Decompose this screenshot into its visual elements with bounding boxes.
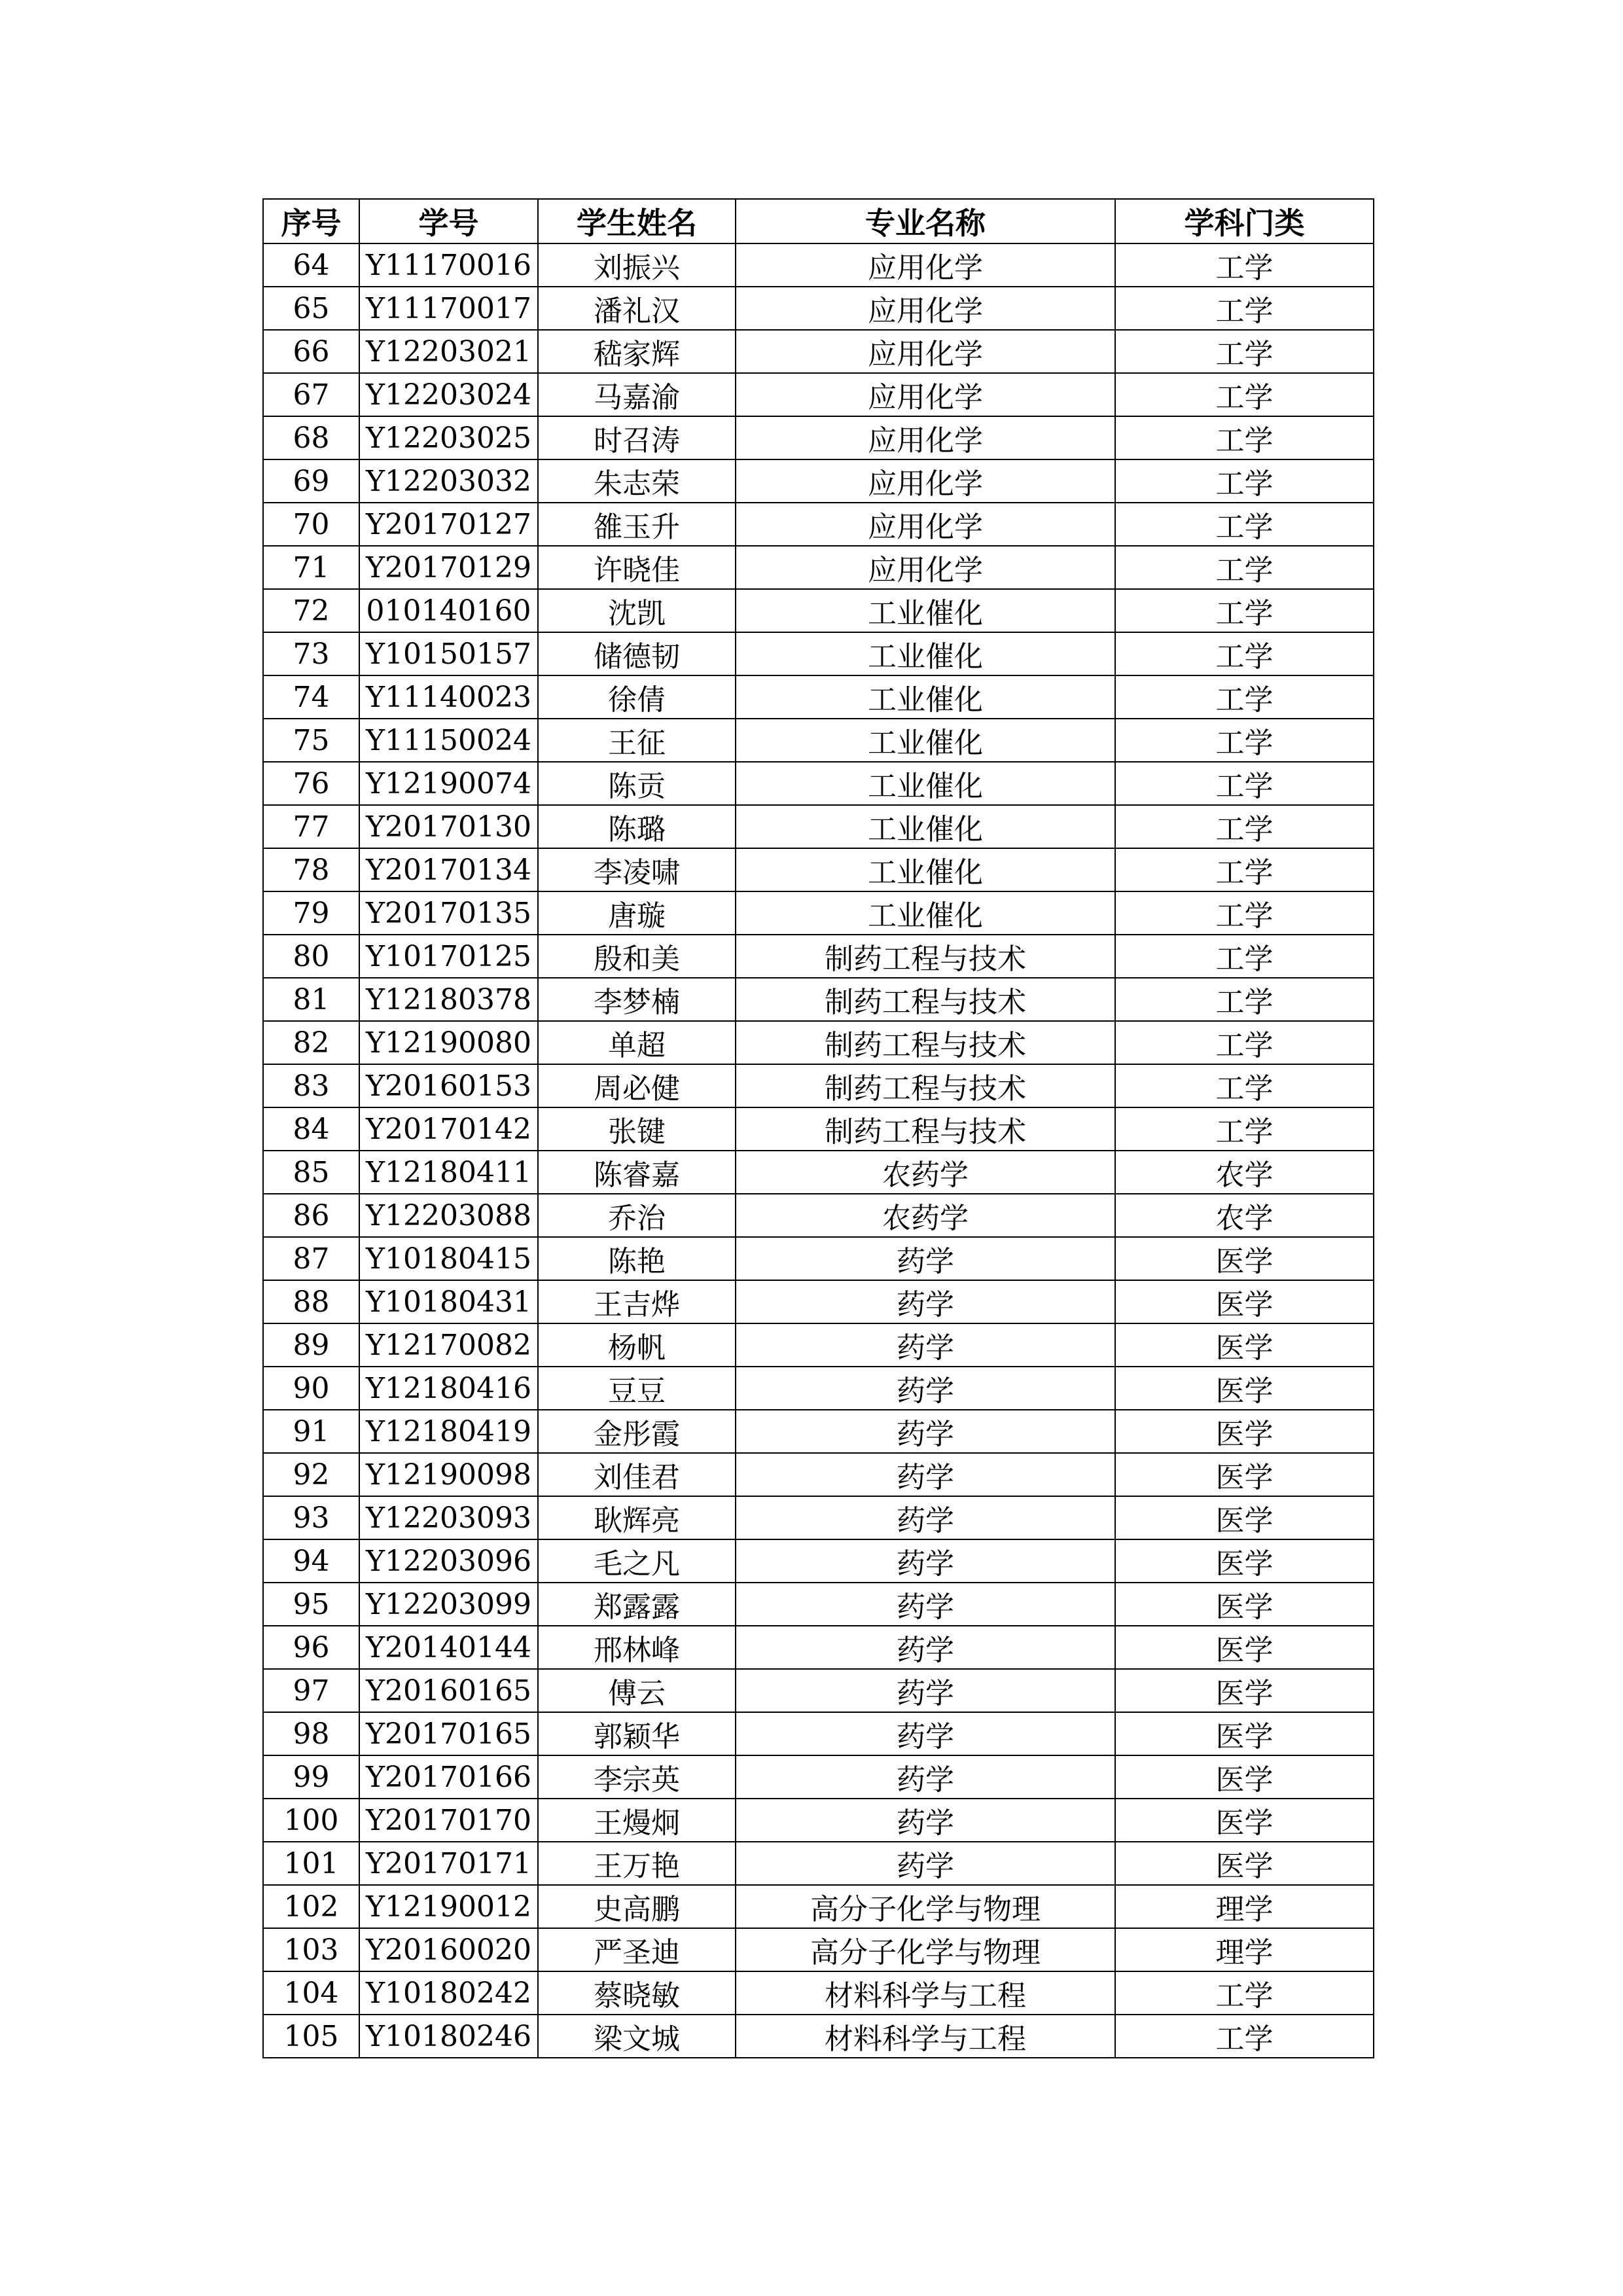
cell-student-id: Y20170171 bbox=[359, 1842, 538, 1885]
cell-major: 药学 bbox=[736, 1669, 1115, 1712]
cell-student-id: Y20140144 bbox=[359, 1626, 538, 1669]
cell-seq: 81 bbox=[263, 978, 359, 1021]
table-row bbox=[263, 243, 1374, 287]
cell-category: 医学 bbox=[1115, 1539, 1374, 1583]
cell-student-id: Y10170125 bbox=[359, 935, 538, 978]
cell-student-name: 时召涛 bbox=[538, 416, 736, 459]
table-row bbox=[263, 1453, 1374, 1496]
cell-category: 工学 bbox=[1115, 2015, 1374, 2058]
cell-seq: 99 bbox=[263, 1755, 359, 1799]
cell-student-id: Y12190074 bbox=[359, 762, 538, 805]
cell-category: 工学 bbox=[1115, 1107, 1374, 1151]
cell-student-name: 王熳炯 bbox=[538, 1799, 736, 1842]
cell-student-id: Y10150157 bbox=[359, 632, 538, 675]
cell-major: 制药工程与技术 bbox=[736, 1021, 1115, 1064]
table-row bbox=[263, 1712, 1374, 1755]
cell-category: 工学 bbox=[1115, 243, 1374, 287]
cell-category: 医学 bbox=[1115, 1626, 1374, 1669]
student-roster-table bbox=[262, 198, 1374, 2058]
cell-student-id: Y20170165 bbox=[359, 1712, 538, 1755]
cell-category: 医学 bbox=[1115, 1842, 1374, 1885]
header-student-id: 学号 bbox=[359, 199, 538, 243]
cell-major: 工业催化 bbox=[736, 805, 1115, 848]
table-row bbox=[263, 1626, 1374, 1669]
cell-category: 工学 bbox=[1115, 935, 1374, 978]
table-row bbox=[263, 1280, 1374, 1323]
cell-student-name: 唐璇 bbox=[538, 891, 736, 935]
cell-seq: 67 bbox=[263, 373, 359, 416]
cell-major: 制药工程与技术 bbox=[736, 1107, 1115, 1151]
cell-student-id: Y20170129 bbox=[359, 546, 538, 589]
cell-seq: 82 bbox=[263, 1021, 359, 1064]
cell-student-name: 嵇家辉 bbox=[538, 330, 736, 373]
cell-major: 应用化学 bbox=[736, 287, 1115, 330]
cell-seq: 98 bbox=[263, 1712, 359, 1755]
cell-major: 药学 bbox=[736, 1539, 1115, 1583]
cell-seq: 92 bbox=[263, 1453, 359, 1496]
cell-category: 医学 bbox=[1115, 1323, 1374, 1367]
cell-student-id: Y20160165 bbox=[359, 1669, 538, 1712]
cell-student-id: Y10180415 bbox=[359, 1237, 538, 1280]
table-row bbox=[263, 589, 1374, 632]
cell-major: 药学 bbox=[736, 1280, 1115, 1323]
cell-category: 工学 bbox=[1115, 373, 1374, 416]
cell-major: 应用化学 bbox=[736, 330, 1115, 373]
cell-category: 理学 bbox=[1115, 1928, 1374, 1971]
cell-student-id: Y12203021 bbox=[359, 330, 538, 373]
table-row bbox=[263, 719, 1374, 762]
cell-major: 材料科学与工程 bbox=[736, 1971, 1115, 2015]
table-row bbox=[263, 1971, 1374, 2015]
cell-student-id: Y12180411 bbox=[359, 1151, 538, 1194]
table-row bbox=[263, 805, 1374, 848]
table-row bbox=[263, 373, 1374, 416]
table-row bbox=[263, 1583, 1374, 1626]
cell-category: 工学 bbox=[1115, 330, 1374, 373]
cell-seq: 90 bbox=[263, 1367, 359, 1410]
cell-seq: 74 bbox=[263, 675, 359, 719]
cell-student-id: Y11170016 bbox=[359, 243, 538, 287]
cell-category: 医学 bbox=[1115, 1453, 1374, 1496]
cell-student-name: 王征 bbox=[538, 719, 736, 762]
cell-student-id: Y12203099 bbox=[359, 1583, 538, 1626]
cell-seq: 105 bbox=[263, 2015, 359, 2058]
cell-major: 药学 bbox=[736, 1367, 1115, 1410]
cell-category: 工学 bbox=[1115, 503, 1374, 546]
cell-student-id: Y20170142 bbox=[359, 1107, 538, 1151]
cell-major: 工业催化 bbox=[736, 719, 1115, 762]
table-row bbox=[263, 675, 1374, 719]
cell-seq: 75 bbox=[263, 719, 359, 762]
cell-student-name: 单超 bbox=[538, 1021, 736, 1064]
cell-category: 农学 bbox=[1115, 1194, 1374, 1237]
cell-student-name: 李凌啸 bbox=[538, 848, 736, 891]
cell-major: 药学 bbox=[736, 1626, 1115, 1669]
cell-seq: 95 bbox=[263, 1583, 359, 1626]
table-row bbox=[263, 891, 1374, 935]
cell-major: 药学 bbox=[736, 1453, 1115, 1496]
cell-student-id: Y11150024 bbox=[359, 719, 538, 762]
cell-student-id: Y12203025 bbox=[359, 416, 538, 459]
cell-student-name: 邢林峰 bbox=[538, 1626, 736, 1669]
cell-major: 药学 bbox=[736, 1496, 1115, 1539]
table-row bbox=[263, 762, 1374, 805]
cell-category: 工学 bbox=[1115, 546, 1374, 589]
table-row bbox=[263, 1799, 1374, 1842]
cell-student-name: 陈艳 bbox=[538, 1237, 736, 1280]
cell-seq: 96 bbox=[263, 1626, 359, 1669]
cell-student-name: 张键 bbox=[538, 1107, 736, 1151]
header-category: 学科门类 bbox=[1115, 199, 1374, 243]
table-row bbox=[263, 503, 1374, 546]
cell-student-name: 豆豆 bbox=[538, 1367, 736, 1410]
cell-seq: 85 bbox=[263, 1151, 359, 1194]
cell-major: 工业催化 bbox=[736, 891, 1115, 935]
cell-category: 工学 bbox=[1115, 589, 1374, 632]
cell-major: 应用化学 bbox=[736, 459, 1115, 503]
cell-major: 应用化学 bbox=[736, 243, 1115, 287]
cell-student-name: 徐倩 bbox=[538, 675, 736, 719]
cell-major: 药学 bbox=[736, 1583, 1115, 1626]
cell-category: 理学 bbox=[1115, 1885, 1374, 1928]
cell-category: 工学 bbox=[1115, 848, 1374, 891]
cell-student-id: Y20170166 bbox=[359, 1755, 538, 1799]
cell-student-name: 毛之凡 bbox=[538, 1539, 736, 1583]
cell-student-name: 严圣迪 bbox=[538, 1928, 736, 1971]
cell-student-name: 陈璐 bbox=[538, 805, 736, 848]
table-row bbox=[263, 848, 1374, 891]
cell-student-id: Y20160020 bbox=[359, 1928, 538, 1971]
cell-seq: 76 bbox=[263, 762, 359, 805]
cell-category: 工学 bbox=[1115, 459, 1374, 503]
cell-major: 制药工程与技术 bbox=[736, 1064, 1115, 1107]
cell-major: 农药学 bbox=[736, 1194, 1115, 1237]
table-row bbox=[263, 1151, 1374, 1194]
cell-student-name: 雒玉升 bbox=[538, 503, 736, 546]
cell-major: 农药学 bbox=[736, 1151, 1115, 1194]
table-row bbox=[263, 1928, 1374, 1971]
cell-student-id: 010140160 bbox=[359, 589, 538, 632]
table-row bbox=[263, 416, 1374, 459]
table-row bbox=[263, 1064, 1374, 1107]
cell-student-name: 耿辉亮 bbox=[538, 1496, 736, 1539]
cell-student-name: 金彤霞 bbox=[538, 1410, 736, 1453]
table-row bbox=[263, 2015, 1374, 2058]
cell-student-name: 郭颖华 bbox=[538, 1712, 736, 1755]
cell-major: 工业催化 bbox=[736, 848, 1115, 891]
cell-seq: 88 bbox=[263, 1280, 359, 1323]
cell-student-id: Y12203096 bbox=[359, 1539, 538, 1583]
cell-major: 药学 bbox=[736, 1799, 1115, 1842]
cell-category: 工学 bbox=[1115, 416, 1374, 459]
cell-seq: 86 bbox=[263, 1194, 359, 1237]
cell-student-name: 李梦楠 bbox=[538, 978, 736, 1021]
cell-seq: 69 bbox=[263, 459, 359, 503]
cell-seq: 84 bbox=[263, 1107, 359, 1151]
cell-seq: 100 bbox=[263, 1799, 359, 1842]
cell-category: 医学 bbox=[1115, 1410, 1374, 1453]
table-row bbox=[263, 1237, 1374, 1280]
table-header bbox=[263, 199, 1374, 243]
cell-major: 应用化学 bbox=[736, 503, 1115, 546]
cell-student-id: Y20170127 bbox=[359, 503, 538, 546]
cell-student-name: 许晓佳 bbox=[538, 546, 736, 589]
cell-category: 工学 bbox=[1115, 978, 1374, 1021]
cell-category: 医学 bbox=[1115, 1496, 1374, 1539]
cell-seq: 64 bbox=[263, 243, 359, 287]
cell-seq: 78 bbox=[263, 848, 359, 891]
cell-student-id: Y20170130 bbox=[359, 805, 538, 848]
cell-category: 工学 bbox=[1115, 1021, 1374, 1064]
cell-category: 医学 bbox=[1115, 1237, 1374, 1280]
cell-major: 应用化学 bbox=[736, 373, 1115, 416]
cell-seq: 73 bbox=[263, 632, 359, 675]
cell-student-name: 王万艳 bbox=[538, 1842, 736, 1885]
cell-student-name: 马嘉渝 bbox=[538, 373, 736, 416]
cell-student-id: Y12180378 bbox=[359, 978, 538, 1021]
cell-student-id: Y20160153 bbox=[359, 1064, 538, 1107]
header-seq: 序号 bbox=[263, 199, 359, 243]
cell-student-id: Y10180242 bbox=[359, 1971, 538, 2015]
cell-student-name: 乔治 bbox=[538, 1194, 736, 1237]
table-row bbox=[263, 1323, 1374, 1367]
cell-student-id: Y20170134 bbox=[359, 848, 538, 891]
table-row bbox=[263, 1021, 1374, 1064]
cell-student-id: Y11170017 bbox=[359, 287, 538, 330]
cell-student-name: 朱志荣 bbox=[538, 459, 736, 503]
table-row bbox=[263, 1194, 1374, 1237]
cell-student-id: Y12180416 bbox=[359, 1367, 538, 1410]
cell-category: 工学 bbox=[1115, 1064, 1374, 1107]
table-row bbox=[263, 459, 1374, 503]
cell-seq: 104 bbox=[263, 1971, 359, 2015]
cell-student-id: Y20170135 bbox=[359, 891, 538, 935]
cell-student-id: Y12190012 bbox=[359, 1885, 538, 1928]
cell-major: 药学 bbox=[736, 1755, 1115, 1799]
cell-student-name: 周必健 bbox=[538, 1064, 736, 1107]
cell-seq: 91 bbox=[263, 1410, 359, 1453]
cell-student-name: 陈睿嘉 bbox=[538, 1151, 736, 1194]
cell-student-id: Y12203024 bbox=[359, 373, 538, 416]
cell-category: 工学 bbox=[1115, 762, 1374, 805]
cell-category: 医学 bbox=[1115, 1712, 1374, 1755]
table-row bbox=[263, 1107, 1374, 1151]
cell-seq: 83 bbox=[263, 1064, 359, 1107]
cell-category: 农学 bbox=[1115, 1151, 1374, 1194]
header-row bbox=[263, 199, 1374, 243]
table-row bbox=[263, 330, 1374, 373]
cell-category: 医学 bbox=[1115, 1280, 1374, 1323]
table-row bbox=[263, 1496, 1374, 1539]
cell-major: 工业催化 bbox=[736, 589, 1115, 632]
table-row bbox=[263, 632, 1374, 675]
cell-category: 医学 bbox=[1115, 1669, 1374, 1712]
cell-student-id: Y12203088 bbox=[359, 1194, 538, 1237]
cell-student-id: Y12190080 bbox=[359, 1021, 538, 1064]
cell-seq: 65 bbox=[263, 287, 359, 330]
cell-major: 制药工程与技术 bbox=[736, 978, 1115, 1021]
cell-major: 工业催化 bbox=[736, 632, 1115, 675]
cell-major: 应用化学 bbox=[736, 416, 1115, 459]
cell-major: 药学 bbox=[736, 1323, 1115, 1367]
cell-student-name: 储德韧 bbox=[538, 632, 736, 675]
cell-category: 医学 bbox=[1115, 1583, 1374, 1626]
cell-student-name: 蔡晓敏 bbox=[538, 1971, 736, 2015]
cell-seq: 68 bbox=[263, 416, 359, 459]
cell-category: 医学 bbox=[1115, 1367, 1374, 1410]
cell-seq: 71 bbox=[263, 546, 359, 589]
table-row bbox=[263, 287, 1374, 330]
cell-major: 应用化学 bbox=[736, 546, 1115, 589]
table-row bbox=[263, 1410, 1374, 1453]
cell-student-id: Y10180246 bbox=[359, 2015, 538, 2058]
cell-seq: 102 bbox=[263, 1885, 359, 1928]
cell-seq: 93 bbox=[263, 1496, 359, 1539]
cell-seq: 97 bbox=[263, 1669, 359, 1712]
cell-category: 工学 bbox=[1115, 287, 1374, 330]
cell-seq: 70 bbox=[263, 503, 359, 546]
cell-category: 工学 bbox=[1115, 805, 1374, 848]
cell-student-name: 王吉烨 bbox=[538, 1280, 736, 1323]
cell-category: 工学 bbox=[1115, 891, 1374, 935]
table-row bbox=[263, 1669, 1374, 1712]
cell-major: 药学 bbox=[736, 1410, 1115, 1453]
cell-major: 高分子化学与物理 bbox=[736, 1885, 1115, 1928]
table-row bbox=[263, 1885, 1374, 1928]
cell-seq: 79 bbox=[263, 891, 359, 935]
cell-student-name: 梁文城 bbox=[538, 2015, 736, 2058]
cell-student-name: 刘佳君 bbox=[538, 1453, 736, 1496]
cell-student-id: Y12203093 bbox=[359, 1496, 538, 1539]
cell-student-name: 刘振兴 bbox=[538, 243, 736, 287]
cell-seq: 89 bbox=[263, 1323, 359, 1367]
cell-major: 材料科学与工程 bbox=[736, 2015, 1115, 2058]
cell-category: 工学 bbox=[1115, 719, 1374, 762]
cell-category: 医学 bbox=[1115, 1755, 1374, 1799]
cell-category: 医学 bbox=[1115, 1799, 1374, 1842]
cell-seq: 77 bbox=[263, 805, 359, 848]
cell-student-id: Y12203032 bbox=[359, 459, 538, 503]
cell-major: 药学 bbox=[736, 1842, 1115, 1885]
cell-student-id: Y20170170 bbox=[359, 1799, 538, 1842]
table-row bbox=[263, 978, 1374, 1021]
cell-student-name: 傅云 bbox=[538, 1669, 736, 1712]
cell-student-name: 杨帆 bbox=[538, 1323, 736, 1367]
cell-student-name: 陈贡 bbox=[538, 762, 736, 805]
cell-seq: 72 bbox=[263, 589, 359, 632]
cell-major: 高分子化学与物理 bbox=[736, 1928, 1115, 1971]
cell-major: 药学 bbox=[736, 1712, 1115, 1755]
table-body bbox=[263, 243, 1374, 2058]
cell-major: 制药工程与技术 bbox=[736, 935, 1115, 978]
cell-student-id: Y12190098 bbox=[359, 1453, 538, 1496]
cell-student-name: 潘礼汉 bbox=[538, 287, 736, 330]
cell-major: 工业催化 bbox=[736, 762, 1115, 805]
table-row bbox=[263, 1539, 1374, 1583]
cell-category: 工学 bbox=[1115, 1971, 1374, 2015]
header-student-name: 学生姓名 bbox=[538, 199, 736, 243]
cell-student-id: Y12180419 bbox=[359, 1410, 538, 1453]
table-row bbox=[263, 1842, 1374, 1885]
cell-seq: 87 bbox=[263, 1237, 359, 1280]
cell-seq: 80 bbox=[263, 935, 359, 978]
cell-major: 工业催化 bbox=[736, 675, 1115, 719]
cell-seq: 66 bbox=[263, 330, 359, 373]
cell-category: 工学 bbox=[1115, 632, 1374, 675]
cell-student-id: Y12170082 bbox=[359, 1323, 538, 1367]
cell-student-name: 李宗英 bbox=[538, 1755, 736, 1799]
table-row bbox=[263, 1755, 1374, 1799]
cell-seq: 94 bbox=[263, 1539, 359, 1583]
cell-major: 药学 bbox=[736, 1237, 1115, 1280]
cell-student-id: Y10180431 bbox=[359, 1280, 538, 1323]
table-row bbox=[263, 546, 1374, 589]
table-row bbox=[263, 1367, 1374, 1410]
cell-student-name: 殷和美 bbox=[538, 935, 736, 978]
cell-student-id: Y11140023 bbox=[359, 675, 538, 719]
cell-seq: 101 bbox=[263, 1842, 359, 1885]
cell-seq: 103 bbox=[263, 1928, 359, 1971]
header-major: 专业名称 bbox=[736, 199, 1115, 243]
cell-student-name: 史高鹏 bbox=[538, 1885, 736, 1928]
cell-student-name: 沈凯 bbox=[538, 589, 736, 632]
cell-category: 工学 bbox=[1115, 675, 1374, 719]
table-row bbox=[263, 935, 1374, 978]
cell-student-name: 郑露露 bbox=[538, 1583, 736, 1626]
